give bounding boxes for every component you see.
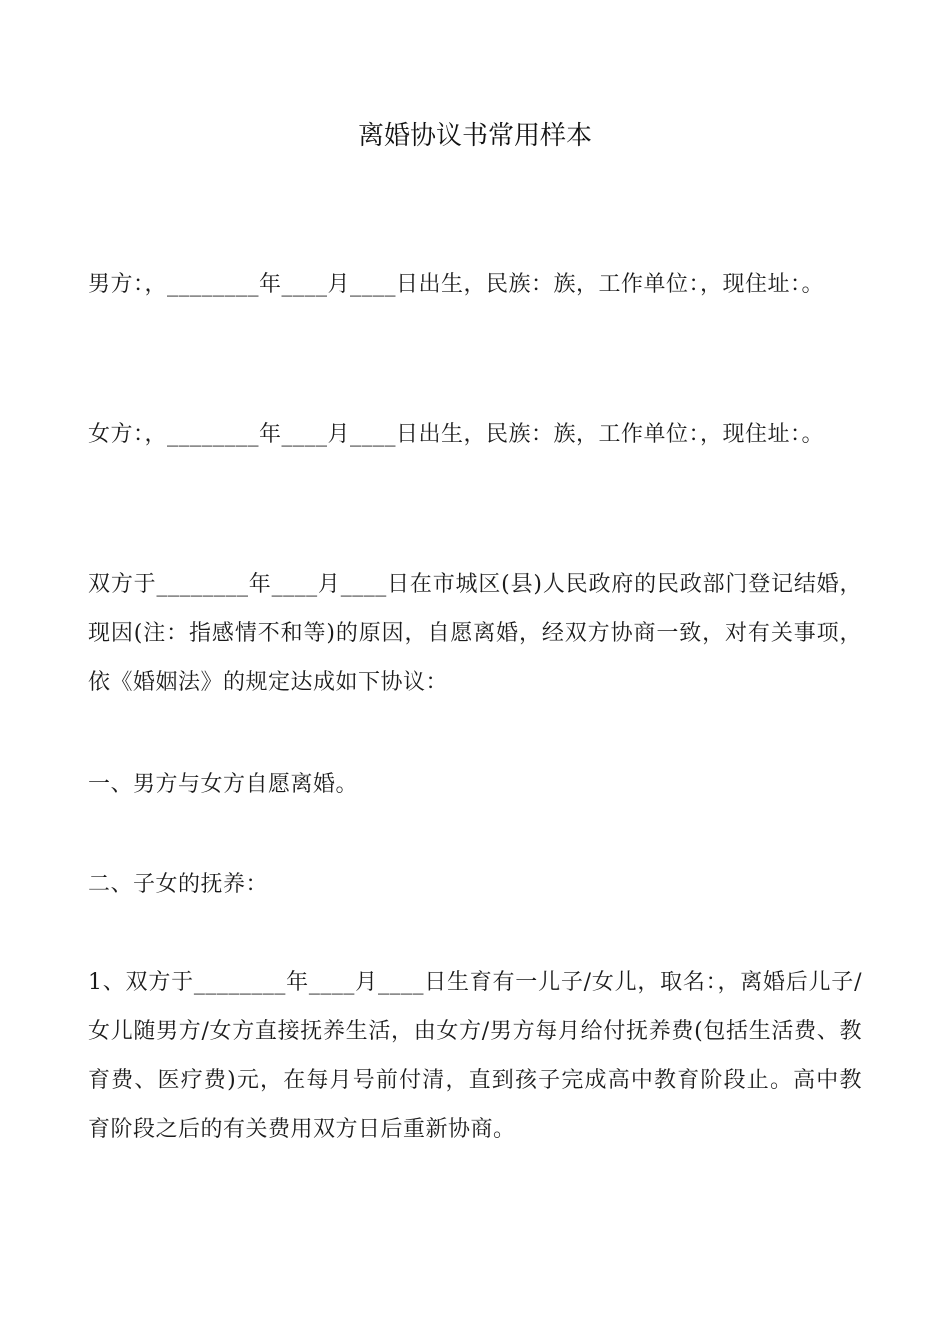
child-support-paragraph: 1、双方于________年____月____日生育有一儿子/女儿，取名：，离婚后儿子/女儿随男方/女方直接抚养生活，由女方/男方每月给付抚养费(包括生活费、教育费、医疗费)元，在每月号前付清，直到孩子完成高中教育阶段止。高中教育阶段之后的有关费用双方日后重新协商。 [88, 970, 862, 1142]
clause-one-paragraph: 一、男方与女方自愿离婚。 [88, 772, 359, 797]
female-party-paragraph: 女方：，________年____月____日出生，民族：族，工作单位：，现住址：。 [88, 422, 825, 447]
document-title: 离婚协议书常用样本 [357, 121, 592, 151]
clause-two-heading: 二、子女的抚养： [88, 872, 269, 897]
marriage-statement-paragraph: 双方于________年____月____日在市城区(县)人民政府的民政部门登记结婚，现因(注：指感情不和等)的原因，自愿离婚，经双方协商一致，对有关事项，依《婚姻法》的规定达成如下协议： [88, 572, 862, 695]
male-party-paragraph: 男方：，________年____月____日出生，民族：族，工作单位：，现住址：。 [88, 272, 825, 297]
